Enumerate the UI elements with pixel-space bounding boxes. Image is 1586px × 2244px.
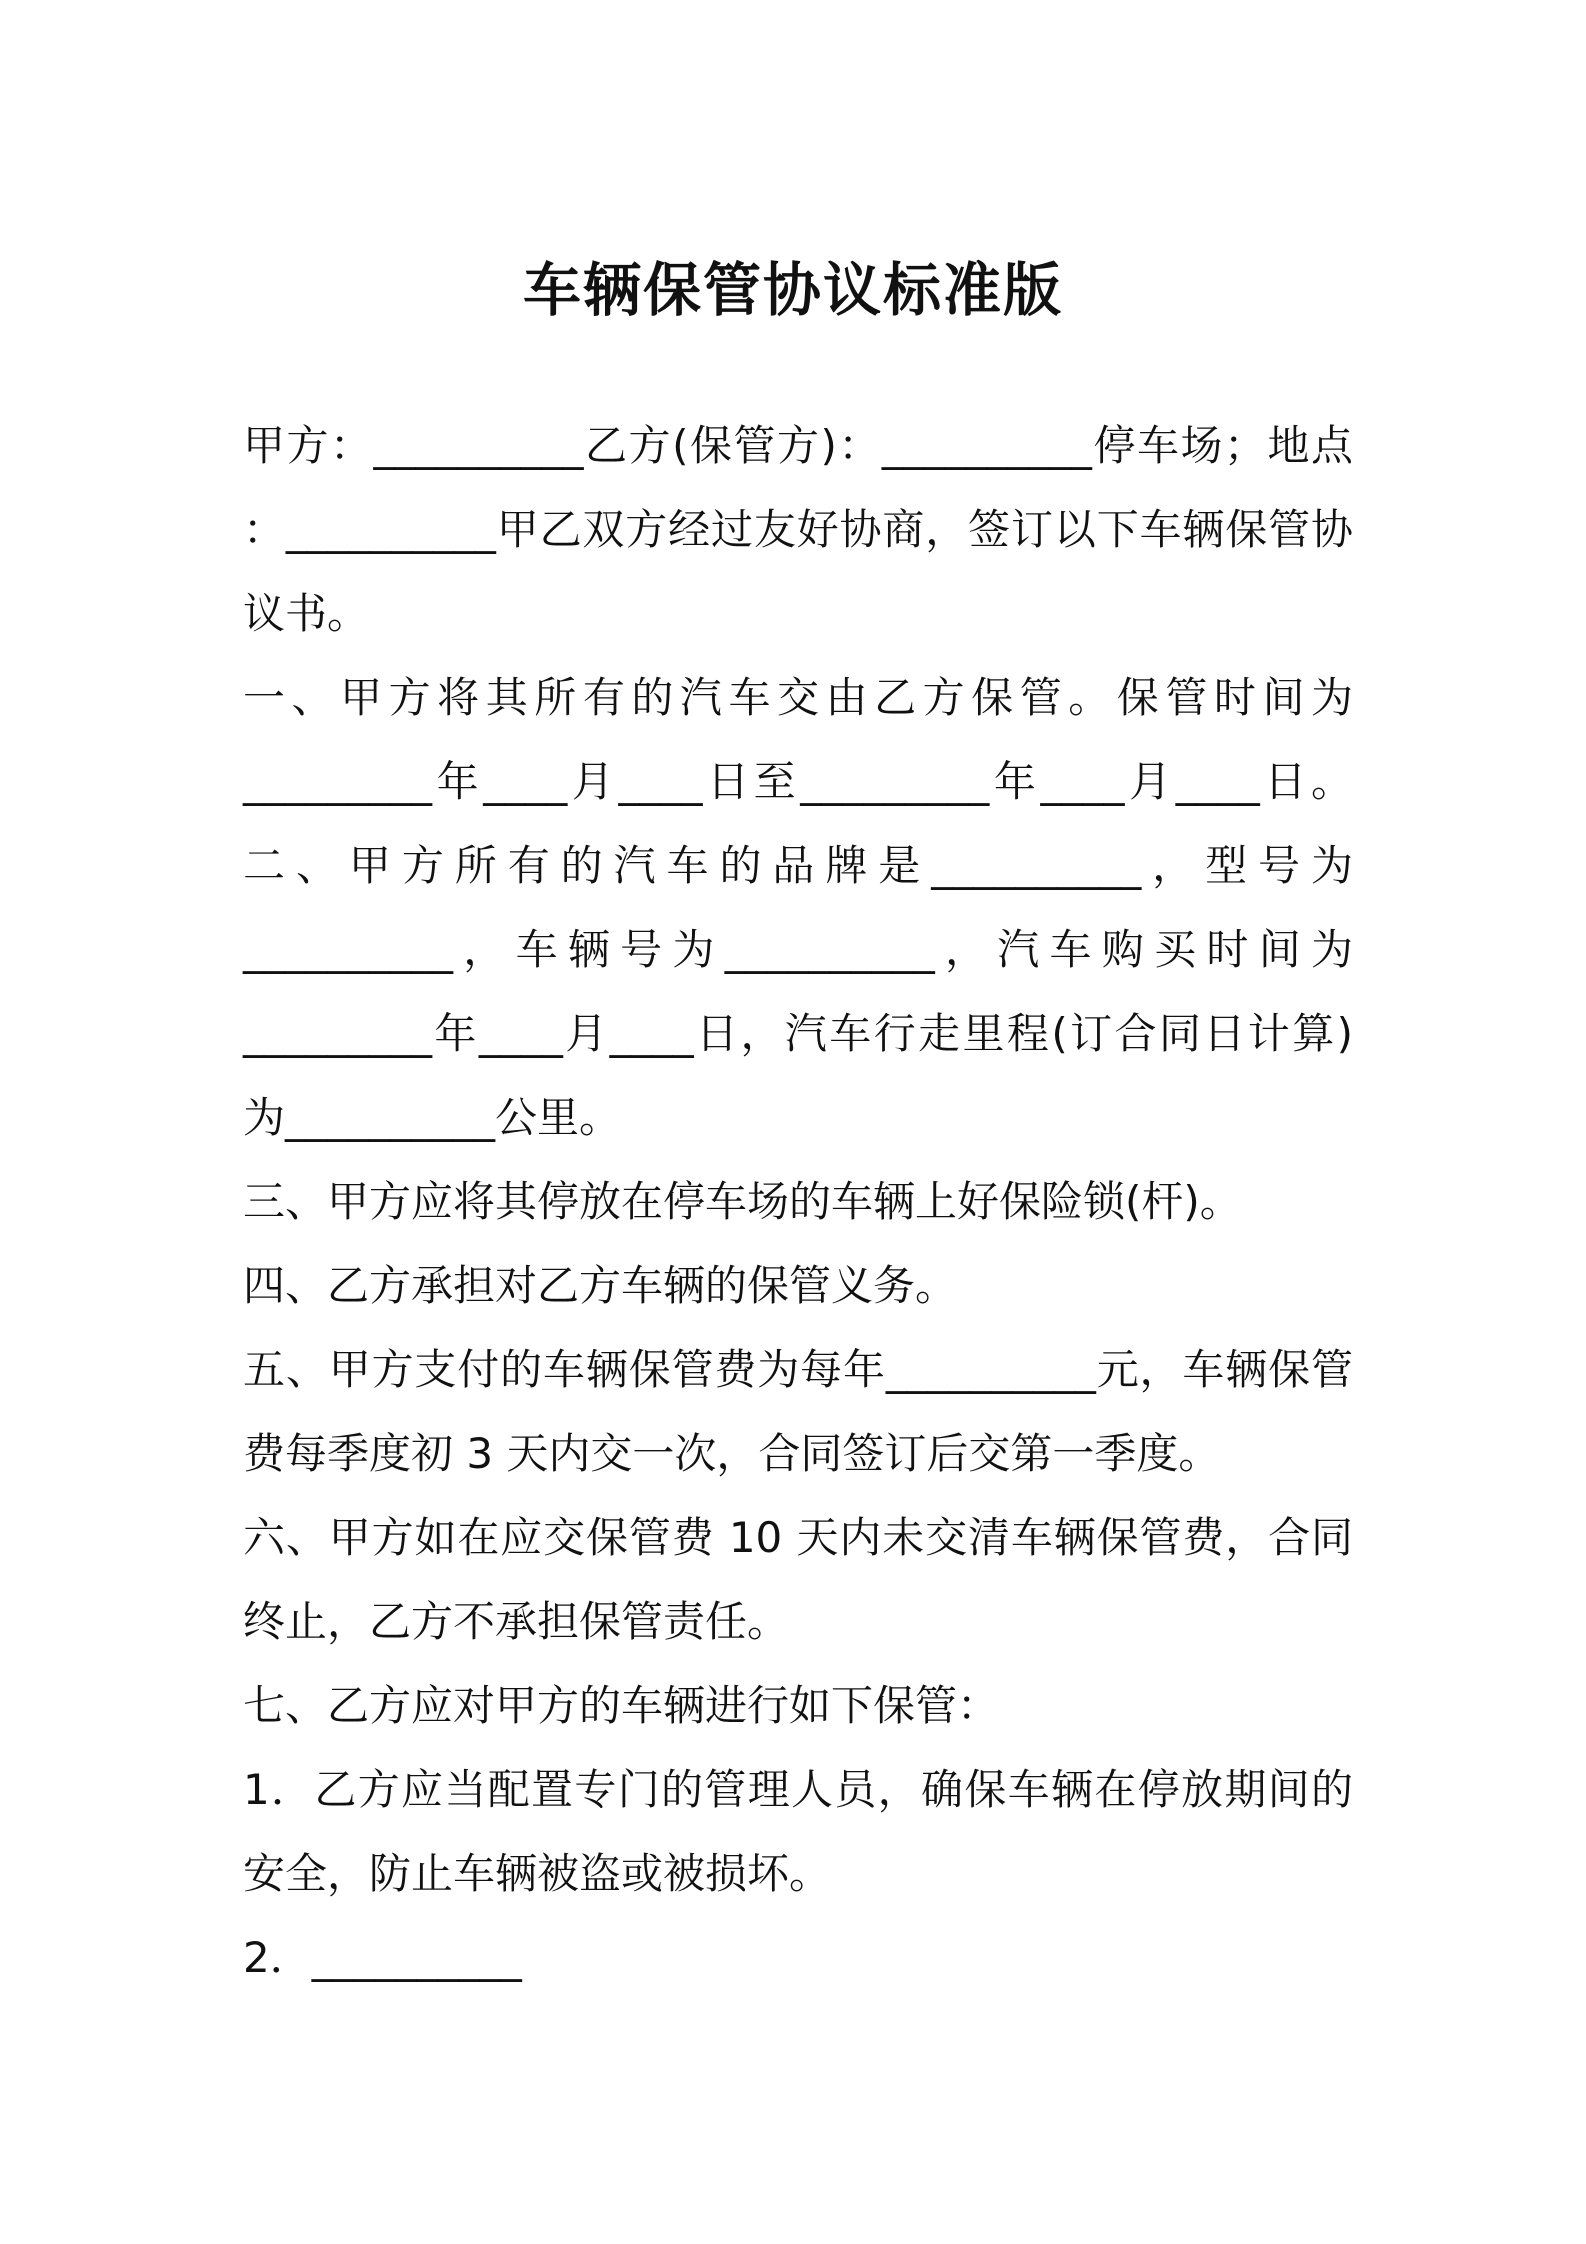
body-line: 终止，乙方不承担保管责任。 — [243, 1597, 790, 1646]
body-line: 四、乙方承担对乙方车辆的保管义务。 — [243, 1261, 958, 1310]
body-line: 费每季度初 3 天内交一次，合同签订后交第一季度。 — [243, 1429, 1221, 1478]
body-line: __________，车辆号为__________，汽车购买时间为 — [243, 925, 1353, 974]
document-title: 车辆保管协议标准版 — [522, 256, 1063, 324]
body-line: 议书。 — [243, 589, 370, 638]
body-line: _________年____月____日，汽车行走里程(订合同日计算) — [243, 1009, 1353, 1058]
body-line: 六、甲方如在应交保管费 10 天内未交清车辆保管费，合同 — [243, 1513, 1353, 1562]
document-body — [243, 404, 1353, 2000]
body-line: 七、乙方应对甲方的车辆进行如下保管： — [243, 1681, 1000, 1730]
body-line: 2．__________ — [243, 1933, 522, 1982]
body-line: 1．乙方应当配置专门的管理人员，确保车辆在停放期间的 — [243, 1765, 1353, 1814]
body-line: 一、甲方将其所有的汽车交由乙方保管。保管时间为 — [243, 673, 1353, 722]
body-line: 二、甲方所有的汽车的品牌是__________，型号为 — [243, 841, 1353, 890]
body-line: _________年____月____日至_________年____月____日。 — [243, 757, 1353, 806]
body-line: 安全，防止车辆被盗或被损坏。 — [243, 1849, 832, 1898]
body-line: ：__________甲乙双方经过友好协商，签订以下车辆保管协 — [243, 505, 1353, 554]
body-line: 三、甲方应将其停放在停车场的车辆上好保险锁(杆)。 — [243, 1177, 1242, 1226]
body-line: 为__________公里。 — [243, 1093, 622, 1142]
body-line: 甲方：__________乙方(保管方)：__________停车场；地点 — [243, 421, 1353, 470]
body-line: 五、甲方支付的车辆保管费为每年__________元，车辆保管 — [243, 1345, 1353, 1394]
